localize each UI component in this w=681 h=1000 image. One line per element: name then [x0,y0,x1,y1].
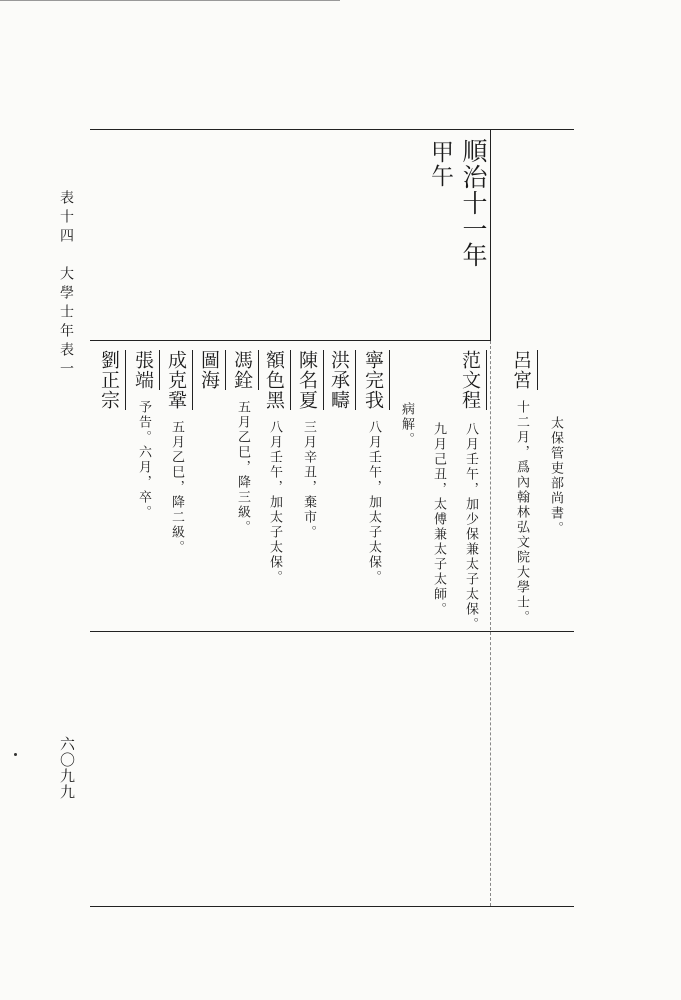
year-column-rule-lower [490,341,491,906]
entry-name: 額色黑 [261,350,291,410]
entry-name: 洪承疇 [326,350,356,410]
entry-note: 三月辛丑，棄市。 [301,420,316,540]
entry-note: 病解。 [399,402,414,447]
entry-name: 圖海 [196,350,226,390]
entry-note: 五月乙巳，降二級。 [169,420,184,555]
entry-note: 八月壬午，加少保兼太子太保。 [463,422,478,632]
office-note: 太保管吏部尚書。 [548,416,563,536]
entry-name: 張端 [130,350,160,390]
entry-name: 劉正宗 [96,350,126,410]
entry-name: 范文程 [457,350,487,410]
table-top-rule [90,129,574,130]
table-bottom-rule [90,906,574,907]
entry-note: 八月壬午，加太子太保。 [267,420,282,585]
top-rule-artifact [0,0,340,1]
mid-row-rule [90,631,574,632]
entry-note: 八月壬午，加太子太保。 [366,420,381,585]
ganzhi-year: 甲午 [427,140,453,188]
entry-name: 馮銓 [229,350,259,390]
margin-title: 表十四 大學士年表一 [58,190,74,380]
page-number: 六〇九九 [58,736,76,800]
entry-note: 五月乙巳，降三級。 [235,400,250,535]
speck [14,753,17,756]
entry-name: 寧完我 [360,350,390,410]
header-row-rule [90,340,490,341]
entry-note: 九月己丑，太傅兼太子太師。 [431,422,446,617]
entry-note: 予告。六月，卒。 [136,400,151,520]
entry-name: 呂宮 [508,350,538,390]
entry-note: 十二月，爲內翰林弘文院大學士。 [514,400,529,625]
reign-year: 順治十一年 [459,138,488,268]
entry-name: 陳名夏 [294,350,324,410]
entry-name: 成克鞏 [163,350,193,410]
